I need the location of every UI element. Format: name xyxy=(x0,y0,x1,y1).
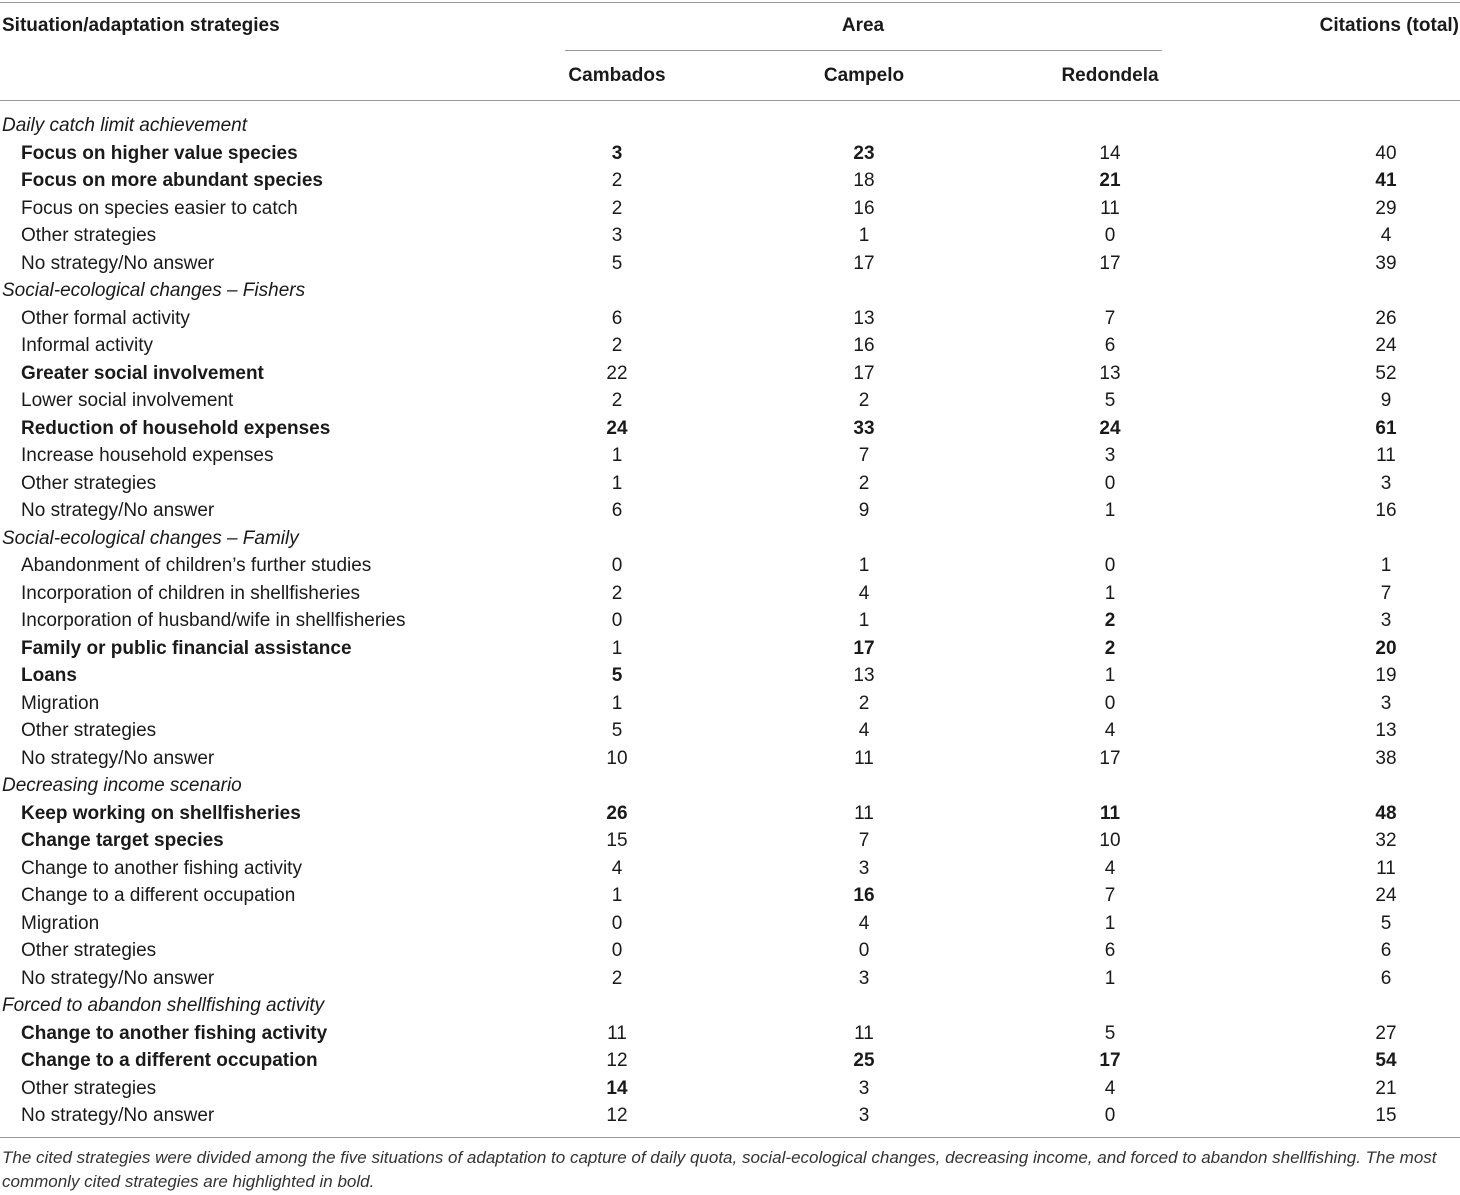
strategy-label: No strategy/No answer xyxy=(21,1105,215,1126)
campelo-value: 17 xyxy=(853,252,875,274)
strategy-label: Other strategies xyxy=(21,940,157,961)
cambados-value: 0 xyxy=(611,555,623,576)
section-row xyxy=(0,772,1460,800)
redondela-value: 11 xyxy=(1099,802,1121,824)
table-row xyxy=(0,305,1460,333)
header-bottom-rule xyxy=(0,100,1460,101)
table-row xyxy=(0,1075,1460,1103)
total-value: 11 xyxy=(1376,445,1396,466)
section-label: Social-ecological changes – Fishers xyxy=(2,280,306,301)
strategy-label: Focus on more abundant species xyxy=(21,170,323,191)
redondela-value: 7 xyxy=(1104,885,1116,906)
campelo-value: 3 xyxy=(858,857,870,879)
table-bottom-rule xyxy=(0,1137,1460,1138)
cambados-value: 0 xyxy=(611,940,623,961)
cambados-value: 0 xyxy=(611,912,623,934)
campelo-value: 1 xyxy=(858,555,870,576)
campelo-value: 11 xyxy=(854,1022,874,1044)
cambados-value: 15 xyxy=(606,830,628,851)
strategy-label: Informal activity xyxy=(21,335,153,356)
total-value: 16 xyxy=(1375,500,1397,521)
table-row xyxy=(0,250,1460,278)
campelo-value: 33 xyxy=(853,417,875,439)
campelo-value: 0 xyxy=(858,940,870,961)
table-row xyxy=(0,1047,1460,1075)
redondela-value: 4 xyxy=(1104,857,1116,879)
cambados-value: 1 xyxy=(611,472,623,494)
section-row xyxy=(0,525,1460,553)
total-value: 39 xyxy=(1375,252,1397,274)
total-value: 3 xyxy=(1380,692,1392,714)
cambados-value: 24 xyxy=(606,417,628,439)
cambados-value: 6 xyxy=(611,307,623,329)
total-value: 24 xyxy=(1375,885,1397,906)
redondela-value: 0 xyxy=(1104,555,1116,576)
redondela-value: 11 xyxy=(1100,197,1120,219)
redondela-value: 4 xyxy=(1104,1077,1116,1099)
strategy-label: Migration xyxy=(21,912,100,934)
total-value: 6 xyxy=(1380,940,1392,961)
campelo-value: 4 xyxy=(858,720,870,741)
redondela-value: 14 xyxy=(1099,142,1121,164)
strategy-label: Incorporation of husband/wife in shellfisheries xyxy=(21,610,406,631)
redondela-value: 21 xyxy=(1099,170,1121,191)
table-row xyxy=(0,745,1460,773)
total-value: 15 xyxy=(1375,1105,1397,1126)
table-row xyxy=(0,442,1460,470)
header-area-redondela: Redondela xyxy=(1061,65,1159,86)
total-value: 48 xyxy=(1375,802,1397,824)
redondela-value: 4 xyxy=(1104,720,1116,741)
campelo-value: 2 xyxy=(858,390,870,411)
table-footnote: The cited strategies were divided among the five situations of adaptation to capture of daily quota, social-ecological changes, decreasing income, and forced to abandon shellfishing. The most commonly cited strategies are highlighted in bold. xyxy=(2,1148,1437,1191)
table-row xyxy=(0,1020,1460,1048)
table-row xyxy=(0,882,1460,910)
table-row xyxy=(0,690,1460,718)
header-citations: Citations (total) xyxy=(1319,15,1459,36)
strategy-label: Change target species xyxy=(21,830,224,851)
table-row xyxy=(0,662,1460,690)
cambados-value: 11 xyxy=(607,1022,627,1044)
strategy-label: Change to another fishing activity xyxy=(21,1022,328,1044)
total-value: 9 xyxy=(1380,390,1392,411)
cambados-value: 2 xyxy=(611,582,623,604)
campelo-value: 4 xyxy=(858,912,870,934)
cambados-value: 5 xyxy=(611,252,623,274)
strategy-label: Other strategies xyxy=(21,225,157,246)
cambados-value: 5 xyxy=(611,665,623,686)
table-row xyxy=(0,360,1460,388)
section-label: Decreasing income scenario xyxy=(2,775,242,796)
strategy-label: No strategy/No answer xyxy=(21,252,215,274)
cambados-value: 5 xyxy=(611,720,623,741)
redondela-value: 2 xyxy=(1104,637,1116,659)
total-value: 1 xyxy=(1380,555,1392,576)
strategy-label: Other formal activity xyxy=(21,307,190,329)
total-value: 20 xyxy=(1375,637,1397,659)
campelo-value: 16 xyxy=(853,885,875,906)
header-area-campelo: Campelo xyxy=(823,65,905,86)
campelo-value: 11 xyxy=(854,747,874,769)
total-value: 3 xyxy=(1380,610,1392,631)
table-row xyxy=(0,497,1460,525)
total-value: 21 xyxy=(1375,1077,1397,1099)
total-value: 3 xyxy=(1380,472,1392,494)
total-value: 54 xyxy=(1375,1050,1397,1071)
redondela-value: 0 xyxy=(1104,692,1116,714)
section-label: Forced to abandon shellfishing activity xyxy=(2,995,325,1016)
strategy-label: Abandonment of children’s further studies xyxy=(21,555,372,576)
cambados-value: 0 xyxy=(611,610,623,631)
cambados-value: 26 xyxy=(606,802,628,824)
table-row xyxy=(0,222,1460,250)
redondela-value: 17 xyxy=(1099,1050,1121,1071)
redondela-value: 0 xyxy=(1104,1105,1116,1126)
cambados-value: 1 xyxy=(611,885,623,906)
total-value: 52 xyxy=(1375,362,1397,384)
redondela-value: 3 xyxy=(1104,445,1116,466)
table-row xyxy=(0,140,1460,168)
cambados-value: 2 xyxy=(611,197,623,219)
campelo-value: 25 xyxy=(853,1050,875,1071)
total-value: 11 xyxy=(1376,857,1396,879)
redondela-value: 0 xyxy=(1104,472,1116,494)
table-row xyxy=(0,800,1460,828)
strategy-label: No strategy/No answer xyxy=(21,500,215,521)
section-row xyxy=(0,112,1460,140)
total-value: 26 xyxy=(1375,307,1397,329)
header-situation: Situation/adaptation strategies xyxy=(2,15,280,36)
campelo-value: 7 xyxy=(858,445,870,466)
table-row xyxy=(0,195,1460,223)
strategy-label: No strategy/No answer xyxy=(21,967,215,989)
campelo-value: 7 xyxy=(858,830,870,851)
table-row xyxy=(0,415,1460,443)
cambados-value: 1 xyxy=(611,637,623,659)
redondela-value: 0 xyxy=(1104,225,1116,246)
total-value: 38 xyxy=(1375,747,1397,769)
campelo-value: 18 xyxy=(853,170,875,191)
campelo-value: 11 xyxy=(854,802,874,824)
total-value: 19 xyxy=(1375,665,1397,686)
table-row xyxy=(0,470,1460,498)
table-row xyxy=(0,717,1460,745)
section-label: Social-ecological changes – Family xyxy=(2,527,299,549)
campelo-value: 9 xyxy=(858,500,870,521)
cambados-value: 1 xyxy=(611,445,623,466)
redondela-value: 1 xyxy=(1104,665,1116,686)
cambados-value: 12 xyxy=(606,1050,628,1071)
redondela-value: 17 xyxy=(1099,252,1121,274)
strategy-label: Reduction of household expenses xyxy=(21,417,331,439)
total-value: 4 xyxy=(1380,225,1392,246)
redondela-value: 17 xyxy=(1099,747,1121,769)
section-row xyxy=(0,277,1460,305)
campelo-value: 2 xyxy=(858,692,870,714)
table-top-rule xyxy=(0,2,1460,3)
table-row xyxy=(0,965,1460,993)
section-label: Daily catch limit achievement xyxy=(2,115,247,136)
cambados-value: 22 xyxy=(606,362,628,384)
redondela-value: 1 xyxy=(1104,500,1116,521)
table-row xyxy=(0,387,1460,415)
strategy-label: Change to a different occupation xyxy=(21,1050,318,1071)
strategy-label: Other strategies xyxy=(21,1077,157,1099)
redondela-value: 5 xyxy=(1104,390,1116,411)
strategy-label: Increase household expenses xyxy=(21,445,274,466)
header-area-cambados: Cambados xyxy=(568,65,666,86)
strategy-label: Change to another fishing activity xyxy=(21,857,302,879)
total-value: 27 xyxy=(1375,1022,1397,1044)
total-value: 24 xyxy=(1375,335,1397,356)
table-row xyxy=(0,167,1460,195)
strategy-label: Migration xyxy=(21,692,100,714)
cambados-value: 2 xyxy=(611,967,623,989)
strategy-label: Greater social involvement xyxy=(21,362,264,384)
campelo-value: 1 xyxy=(858,610,870,631)
table-row xyxy=(0,937,1460,965)
strategy-label: Other strategies xyxy=(21,472,157,494)
campelo-value: 3 xyxy=(858,1077,870,1099)
table-row xyxy=(0,855,1460,883)
campelo-value: 23 xyxy=(853,142,875,164)
redondela-value: 6 xyxy=(1104,335,1116,356)
redondela-value: 24 xyxy=(1099,417,1121,439)
cambados-value: 2 xyxy=(611,390,623,411)
campelo-value: 3 xyxy=(858,967,870,989)
redondela-value: 7 xyxy=(1104,307,1116,329)
area-header-rule xyxy=(565,50,1162,51)
cambados-value: 1 xyxy=(611,692,623,714)
cambados-value: 10 xyxy=(606,747,628,769)
table-row xyxy=(0,332,1460,360)
redondela-value: 5 xyxy=(1104,1022,1116,1044)
campelo-value: 17 xyxy=(853,637,875,659)
strategy-label: Lower social involvement xyxy=(21,390,234,411)
table-row xyxy=(0,1102,1460,1130)
redondela-value: 10 xyxy=(1099,830,1121,851)
cambados-value: 3 xyxy=(611,225,623,246)
cambados-value: 14 xyxy=(606,1077,628,1099)
total-value: 40 xyxy=(1375,142,1397,164)
redondela-value: 2 xyxy=(1104,610,1116,631)
campelo-value: 17 xyxy=(853,362,875,384)
cambados-value: 12 xyxy=(606,1105,628,1126)
strategy-label: Family or public financial assistance xyxy=(21,637,352,659)
cambados-value: 4 xyxy=(611,857,623,879)
table-row xyxy=(0,827,1460,855)
strategy-label: Change to a different occupation xyxy=(21,885,296,906)
table-body xyxy=(0,112,1460,1130)
campelo-value: 13 xyxy=(853,307,875,329)
cambados-value: 6 xyxy=(611,500,623,521)
campelo-value: 16 xyxy=(853,335,875,356)
table-row xyxy=(0,607,1460,635)
strategy-label: Focus on higher value species xyxy=(21,142,298,164)
table-row xyxy=(0,910,1460,938)
total-value: 13 xyxy=(1375,720,1397,741)
campelo-value: 1 xyxy=(858,225,870,246)
redondela-value: 1 xyxy=(1104,912,1116,934)
total-value: 5 xyxy=(1380,912,1392,934)
campelo-value: 13 xyxy=(853,665,875,686)
redondela-value: 13 xyxy=(1099,362,1121,384)
total-value: 41 xyxy=(1375,170,1397,191)
strategy-label: Keep working on shellfisheries xyxy=(21,802,301,824)
strategy-label: No strategy/No answer xyxy=(21,747,215,769)
campelo-value: 3 xyxy=(858,1105,870,1126)
total-value: 6 xyxy=(1380,967,1392,989)
redondela-value: 1 xyxy=(1104,967,1116,989)
total-value: 61 xyxy=(1375,417,1397,439)
strategy-label: Other strategies xyxy=(21,720,157,741)
header-area: Area xyxy=(841,15,885,36)
redondela-value: 1 xyxy=(1104,582,1116,604)
cambados-value: 2 xyxy=(611,170,623,191)
strategy-label: Focus on species easier to catch xyxy=(21,197,298,219)
table-row xyxy=(0,552,1460,580)
section-row xyxy=(0,992,1460,1020)
table-row xyxy=(0,635,1460,663)
cambados-value: 3 xyxy=(611,142,623,164)
total-value: 7 xyxy=(1380,582,1392,604)
cambados-value: 2 xyxy=(611,335,623,356)
total-value: 32 xyxy=(1375,830,1397,851)
campelo-value: 4 xyxy=(858,582,870,604)
redondela-value: 6 xyxy=(1104,940,1116,961)
strategy-label: Loans xyxy=(21,665,77,686)
campelo-value: 16 xyxy=(853,197,875,219)
total-value: 29 xyxy=(1375,197,1397,219)
table-row xyxy=(0,580,1460,608)
strategy-label: Incorporation of children in shellfisheries xyxy=(21,582,361,604)
campelo-value: 2 xyxy=(858,472,870,494)
